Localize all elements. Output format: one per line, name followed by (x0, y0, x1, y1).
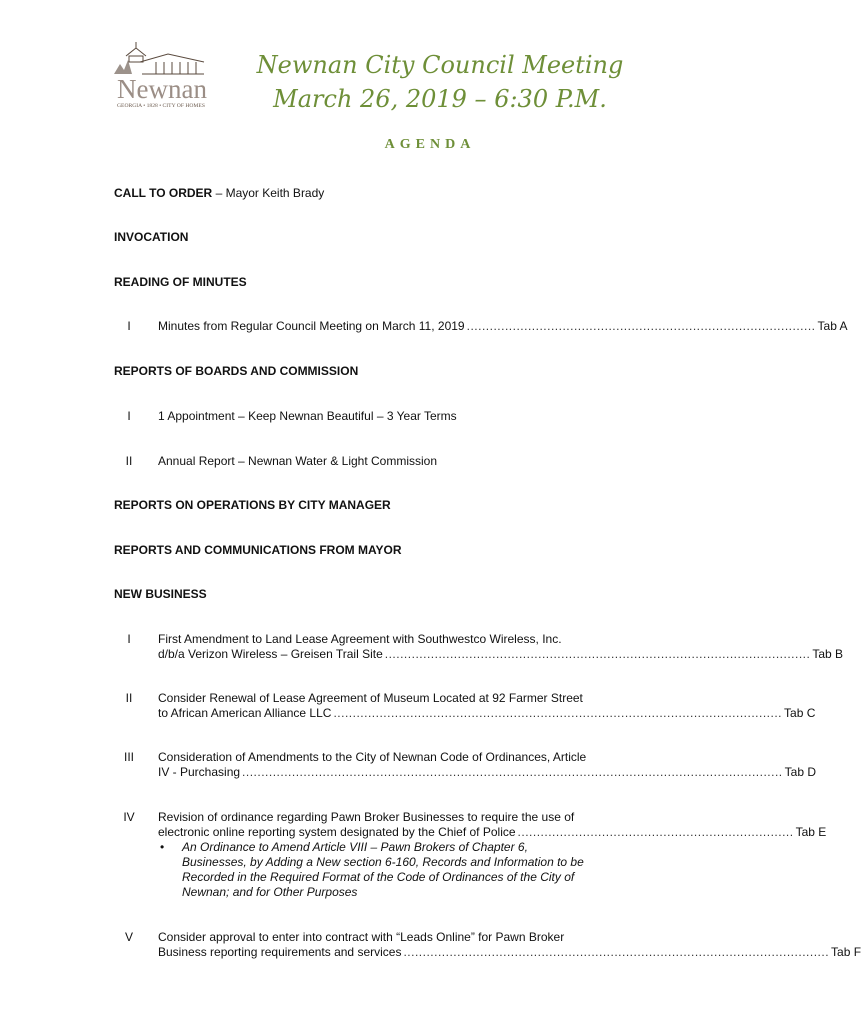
item-number: III (123, 750, 134, 764)
item-text: to African American Alliance LLC (158, 706, 332, 720)
item-number: IV (123, 810, 135, 824)
item-number: V (124, 930, 133, 944)
item-text: d/b/a Verizon Wireless – Greisen Trail Site (158, 647, 383, 661)
item-text: Business reporting requirements and services (158, 945, 402, 959)
minutes-item (158, 319, 848, 334)
item-text: Consider Renewal of Lease Agreement of Museum Located at 92 Farmer Street (158, 691, 583, 705)
leader-dots: ............................................................................................................... (384, 647, 811, 661)
tab-reference: Tab F (831, 945, 861, 959)
leader-dots: ..................................................................................................................... (333, 706, 783, 720)
sub-item-text: Recorded in the Required Format of the Code of Ordinances of the City of (182, 870, 575, 884)
logo-wordmark: Newnan (117, 74, 207, 104)
item-number: I (127, 319, 131, 333)
section-reading-of-minutes: READING OF MINUTES (114, 275, 247, 289)
item-text: Revision of ordinance regarding Pawn Broker Businesses to require the use of (158, 810, 575, 824)
sub-item-text: An Ordinance to Amend Article VIII – Pawn Brokers of Chapter 6, (182, 840, 528, 854)
meeting-date: March 26, 2019 – 6:30 P.M. (273, 85, 607, 113)
section-reports-mayor: REPORTS AND COMMUNICATIONS FROM MAYOR (114, 543, 402, 557)
sub-item-text: Newnan; and for Other Purposes (182, 885, 358, 899)
sub-item-text: Businesses, by Adding a New section 6-160, Records and Information to be (182, 855, 584, 869)
item-number: II (125, 691, 133, 705)
board-item: Annual Report – Newnan Water & Light Commission (158, 454, 438, 468)
item-text: IV - Purchasing (158, 765, 241, 779)
item-number: I (127, 632, 131, 646)
board-item: 1 Appointment – Keep Newnan Beautiful – 3 Year Terms (158, 409, 457, 423)
new-business-item (158, 825, 827, 840)
bullet-icon: • (160, 840, 165, 854)
tab-reference: Tab A (817, 319, 848, 333)
logo-tagline: GEORGIA • 1828 • CITY OF HOMES (117, 103, 205, 109)
item-text: electronic online reporting system designated by the Chief of Police (158, 825, 516, 839)
item-text: Consider approval to enter into contract with “Leads Online” for Pawn Broker (158, 930, 565, 944)
section-invocation: INVOCATION (114, 230, 189, 244)
item-text: First Amendment to Land Lease Agreement with Southwestco Wireless, Inc. (158, 632, 562, 646)
item-number: II (125, 454, 133, 468)
new-business-item (158, 706, 816, 721)
item-number: I (127, 409, 131, 423)
leader-dots: ............................................................................................................... (403, 945, 830, 959)
section-reports-city-manager: REPORTS ON OPERATIONS BY CITY MANAGER (114, 498, 391, 512)
section-reports-boards: REPORTS OF BOARDS AND COMMISSION (114, 364, 359, 378)
item-text: Minutes from Regular Council Meeting on March 11, 2019 (158, 319, 465, 333)
leader-dots: ............................................................................................................................................. (242, 765, 783, 779)
section-new-business: NEW BUSINESS (114, 587, 207, 601)
leader-dots: ........................................................................................... (466, 319, 816, 333)
tab-reference: Tab B (812, 647, 844, 661)
tab-reference: Tab D (784, 765, 816, 779)
item-text: Consideration of Amendments to the City of Newnan Code of Ordinances, Article (158, 750, 587, 764)
section-label: CALL TO ORDER (114, 186, 213, 200)
section-detail: – Mayor Keith Brady (212, 186, 325, 200)
new-business-item (158, 945, 861, 960)
tab-reference: Tab C (784, 706, 816, 720)
new-business-item (158, 647, 844, 662)
new-business-item (158, 765, 816, 780)
meeting-title: Newnan City Council Meeting (256, 51, 624, 79)
leader-dots: ........................................................................ (517, 825, 794, 839)
city-logo (112, 40, 208, 114)
agenda-heading: AGENDA (384, 137, 476, 152)
tab-reference: Tab E (795, 825, 827, 839)
section-call-to-order (114, 186, 324, 201)
